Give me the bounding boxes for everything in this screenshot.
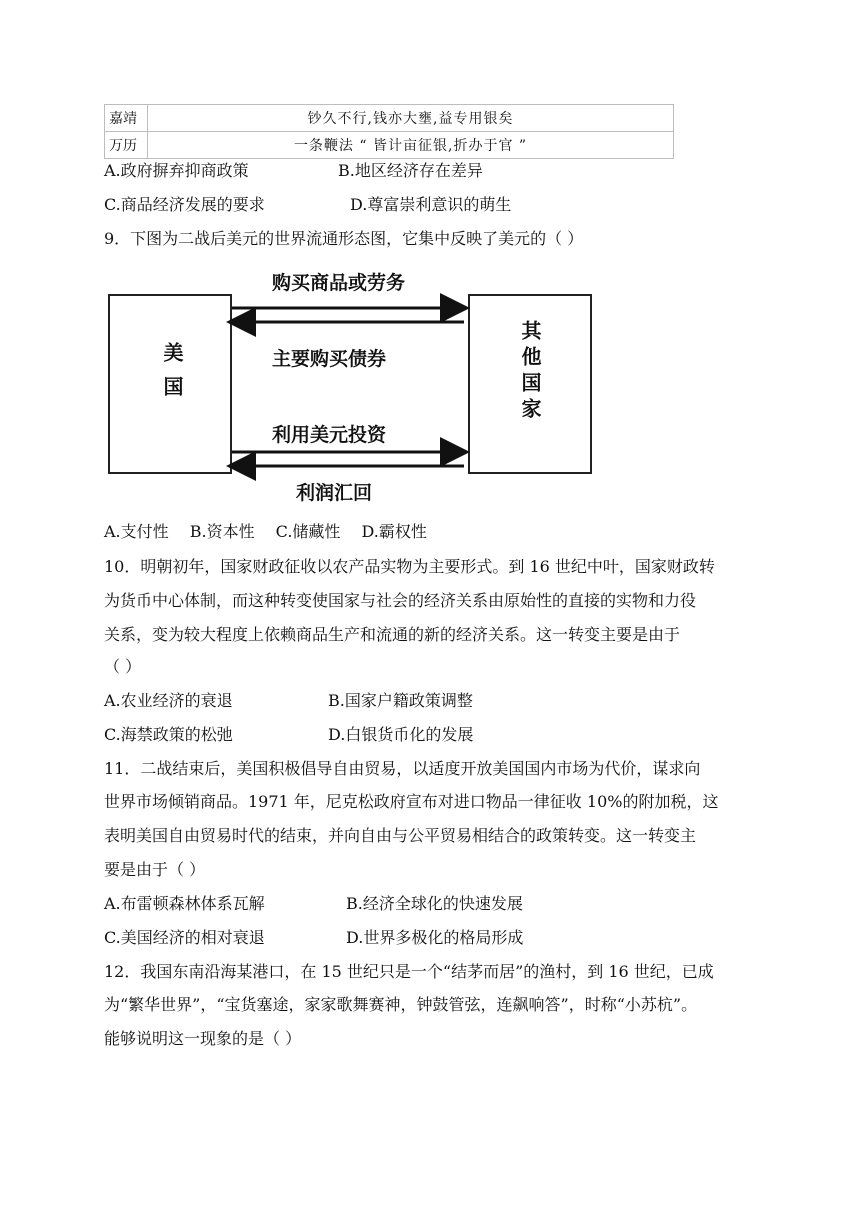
diagram-arrows (104, 262, 596, 510)
q11-option-c: C.美国经济的相对衰退 (104, 928, 265, 947)
q8-option-b: B.地区经济存在差异 (338, 161, 483, 180)
q11-line-2: 世界市场倾销商品。1971 年，尼克松政府宣布对进口物品一律征收 10%的附加税，这 (104, 792, 719, 811)
q10-option-c: C.海禁政策的松弛 (104, 725, 233, 744)
q11-line-4: 要是由于（ ） (104, 860, 206, 879)
q11-option-d: D.世界多极化的格局形成 (346, 928, 524, 947)
q12-line-3: 能够说明这一现象的是（ ） (104, 1029, 302, 1048)
table-cell-desc: 钞久不行,钱亦大壅,益专用银矣 (148, 105, 674, 132)
us-box-label: 美国 (160, 342, 184, 410)
q8-option-a: A.政府摒弃抑商政策 (104, 161, 249, 180)
table-cell-desc: 一条鞭法 “ 皆计亩征银,折办于官 ” (148, 132, 674, 159)
arrow3-label: 利用美元投资 (272, 424, 387, 446)
q9-stem: 9．下图为二战后美元的世界流通形态图，它集中反映了美元的（ ） (104, 229, 584, 248)
dynasty-table (104, 104, 674, 159)
q8-options-row1 (104, 160, 483, 182)
q11-line-1: 11．二战结束后，美国积极倡导自由贸易，以适度开放美国国内市场为代价，谋求向 (104, 759, 701, 778)
q11-option-b: B.经济全球化的快速发展 (346, 894, 523, 913)
q10-options-row2 (104, 724, 474, 746)
other-countries-box-label: 其他国家 (518, 320, 542, 424)
q8-option-d: D.尊富崇利意识的萌生 (350, 195, 512, 214)
q12-line-1: 12．我国东南沿海某港口，在 15 世纪只是一个“结茅而居”的渔村，到 16 世纪，已成 (104, 962, 714, 981)
q10-options-row1 (104, 690, 473, 712)
table-cell-era: 万历 (105, 132, 148, 159)
q11-option-a: A.布雷顿森林体系瓦解 (104, 894, 265, 913)
q10-option-a: A.农业经济的衰退 (104, 691, 233, 710)
q10-line-2: 为货币中心体制，而这种转变使国家与社会的经济关系由原始性的直接的实物和力役 (104, 591, 697, 610)
q12-line-2: 为“繁华世界”，“宝货塞途，家家歌舞赛神，钟鼓管弦，连飙响答”，时称“小苏杭”。 (104, 995, 698, 1014)
q8-option-c: C.商品经济发展的要求 (104, 195, 265, 214)
q10-line-1: 10．明朝初年，国家财政征收以农产品实物为主要形式。到 16 世纪中叶，国家财政转 (104, 557, 715, 576)
q10-line-3: 关系，变为较大程度上依赖商品生产和流通的新的经济关系。这一转变主要是由于 (104, 625, 681, 644)
q9-options: A.支付性 B.资本性 C.储藏性 D.霸权性 (104, 522, 427, 541)
q11-line-3: 表明美国自由贸易时代的结束，并向自由与公平贸易相结合的政策转变。这一转变主 (104, 826, 697, 845)
arrow2-label: 主要购买债券 (272, 348, 387, 370)
table-row (105, 132, 674, 159)
q10-option-b: B.国家户籍政策调整 (328, 691, 473, 710)
q11-options-row1 (104, 893, 523, 915)
table-cell-era: 嘉靖 (105, 105, 148, 132)
q11-options-row2 (104, 927, 524, 949)
q10-option-d: D.白银货币化的发展 (328, 725, 474, 744)
q10-line-4: （ ） (104, 657, 142, 676)
q8-options-row2 (104, 194, 512, 216)
table-row (105, 105, 674, 132)
arrow4-label: 利润汇回 (296, 482, 373, 504)
arrow1-label: 购买商品或劳务 (272, 272, 406, 294)
dollar-circulation-diagram (104, 262, 596, 510)
